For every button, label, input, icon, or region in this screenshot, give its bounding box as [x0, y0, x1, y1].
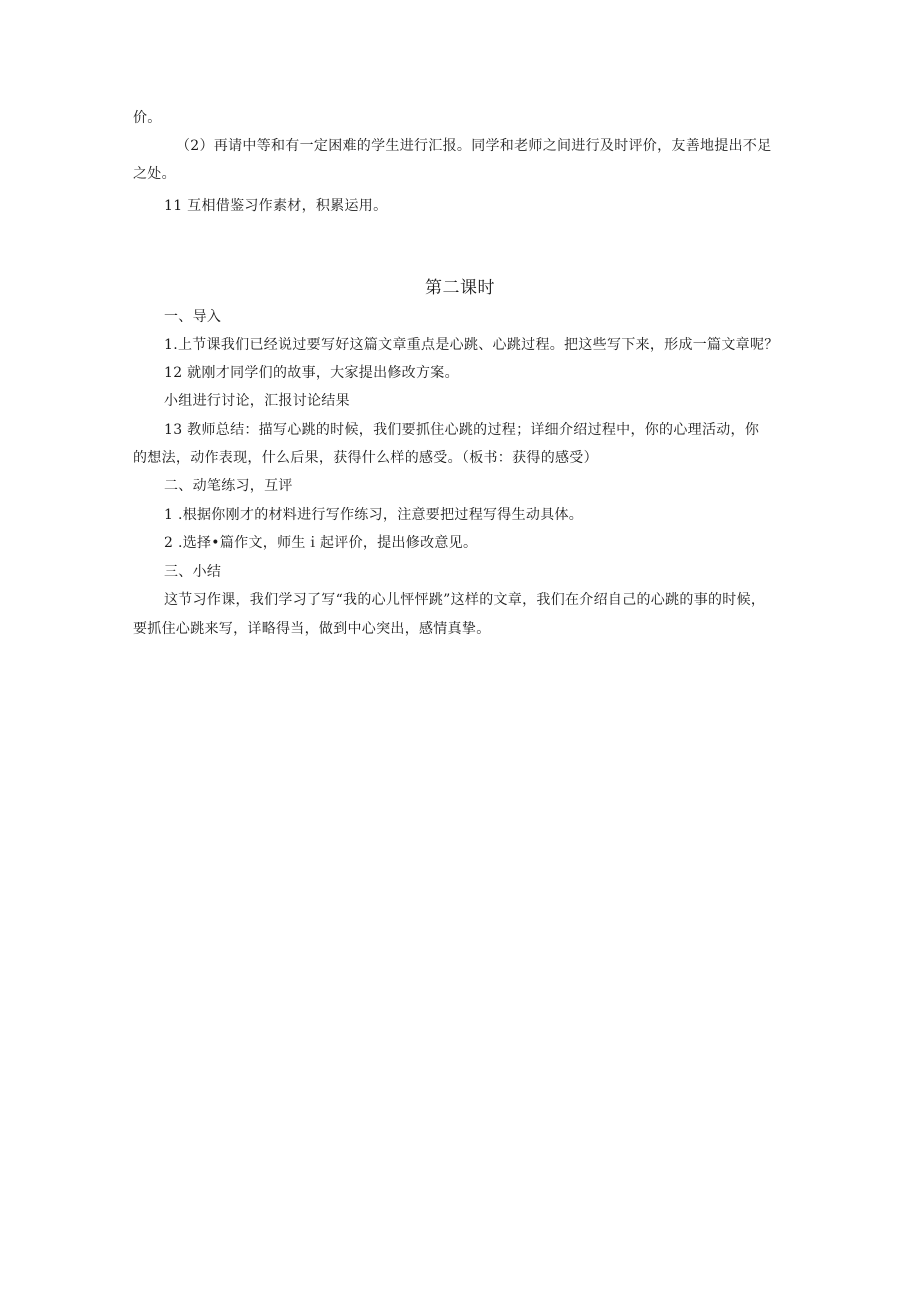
paragraph-item-13: 13 教师总结：描写心跳的时候，我们要抓住心跳的过程；详细介绍过程中，你的心理活动，你: [164, 422, 760, 438]
paragraph-practice-2: 2 .选择•篇作文，师生ｉ起评价，提出修改意见。: [164, 535, 478, 551]
paragraph-intro-1: 1.上节课我们已经说过要写好这篇文章重点是心跳、心跳过程。把这些写下来，形成一篇文章呢？: [164, 337, 779, 353]
paragraph-item-2: （2）再请中等和有一定困难的学生进行汇报。同学和老师之间进行及时评价，友善地提出不足: [176, 138, 772, 154]
lesson-title: 第二课时: [425, 278, 495, 298]
paragraph-item-12: 12 就刚才同学们的故事，大家提出修改方案。: [164, 365, 459, 381]
heading-practice: 二、动笔练习，互评: [164, 478, 293, 494]
paragraph-item-11: 11 互相借鉴习作素材，积累运用。: [164, 198, 388, 214]
paragraph-item-13-continuation: 的想法，动作表现，什么后果，获得什么样的感受。（板书：获得的感受）: [133, 450, 598, 466]
paragraph-item-2-continuation: 之处。: [133, 166, 176, 182]
paragraph-group-discussion: 小组进行讨论，汇报讨论结果: [164, 393, 350, 409]
paragraph-fragment: 价。: [133, 110, 162, 126]
heading-summary: 三、小结: [164, 564, 222, 580]
paragraph-summary-continuation: 要抓住心跳来写，详略得当，做到中心突出，感情真挚。: [133, 621, 491, 637]
heading-intro: 一、导入: [164, 309, 222, 325]
paragraph-summary: 这节习作课，我们学习了写“我的心儿怦怦跳”这样的文章，我们在介绍自己的心跳的事的时候，: [164, 592, 766, 608]
paragraph-practice-1: 1 .根据你刚才的材料进行写作练习，注意要把过程写得生动具体。: [164, 507, 584, 523]
